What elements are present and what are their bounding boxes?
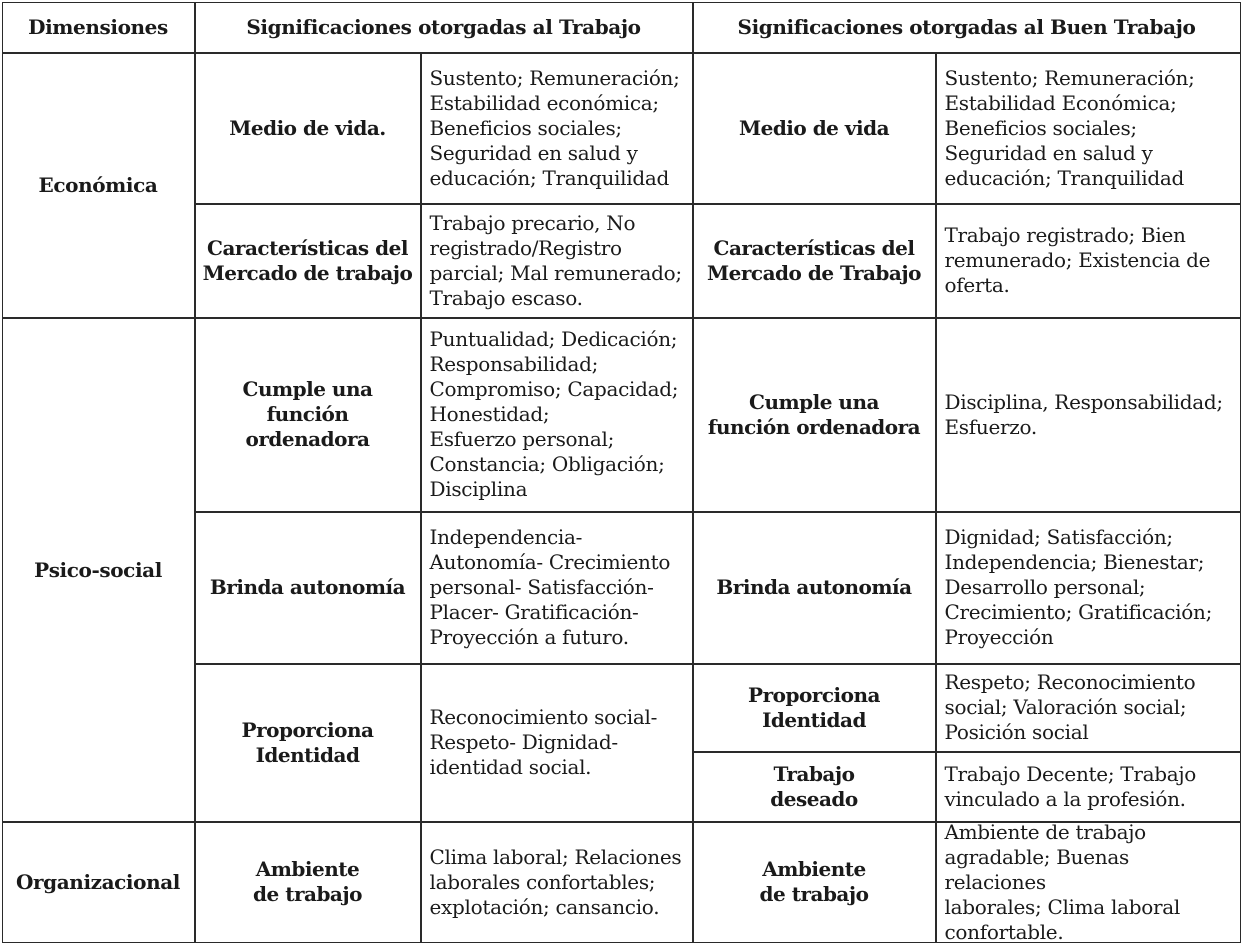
work-identidad-label: Proporciona Identidad: [241, 717, 374, 767]
good-work-text-funcion: [936, 318, 1241, 512]
header-work: [195, 2, 693, 53]
dimension-psychosocial: [2, 318, 195, 822]
work-text-mercado: [421, 204, 693, 318]
work-ambiente-label: Ambiente de trabajo: [253, 857, 362, 906]
good-work-text-medio-de-vida: [936, 53, 1241, 204]
good-work-subdimension-autonomia: [693, 512, 936, 664]
work-medio-de-vida-label: Medio de vida.: [229, 115, 386, 140]
good-work-text-ambiente: [936, 819, 1241, 944]
work-subdimension-funcion: [195, 318, 421, 512]
work-mercado-text: Trabajo precario, No registrado/Registro parcial; Mal remunerado; Trabajo escaso.: [429, 210, 682, 310]
good-work-subdimension-deseado: [693, 752, 936, 822]
work-subdimension-mercado: [195, 204, 421, 318]
dimension-psychosocial-label: Psico-social: [34, 557, 162, 582]
header-work-label: Significaciones otorgadas al Trabajo: [246, 15, 641, 39]
good-work-deseado-text: Trabajo Decente; Trabajo vinculado a la profesión.: [944, 761, 1197, 811]
work-subdimension-medio-de-vida: [195, 53, 421, 204]
work-funcion-text: Puntualidad; Dedicación; Responsabilidad; Compromiso; Capacidad; Honestidad; Esfuerzo personal; Constancia; Obligación; Disciplina: [429, 327, 679, 501]
work-autonomia-text: Independencia- Autonomía- Crecimiento personal- Satisfacción- Placer- Gratificación- Proyección a futuro.: [429, 525, 671, 649]
good-work-identidad-text: Respeto; Reconocimiento social; Valoración social; Posición social: [944, 670, 1196, 744]
work-text-funcion: [421, 318, 693, 512]
work-subdimension-autonomia: [195, 512, 421, 664]
good-work-ambiente-text: Ambiente de trabajo agradable; Buenas relaciones laborales; Clima laboral confortable.: [944, 819, 1180, 944]
header-good-work-label: Significaciones otorgadas al Buen Trabajo: [737, 15, 1196, 39]
good-work-medio-de-vida-label: Medio de vida: [738, 115, 890, 140]
dimension-organizational: [2, 822, 195, 943]
good-work-subdimension-funcion: [693, 318, 936, 512]
header-good-work: [693, 2, 1241, 53]
good-work-ambiente-label: Ambiente de trabajo: [759, 857, 869, 906]
good-work-subdimension-mercado: [693, 204, 936, 318]
good-work-medio-de-vida-text: Sustento; Remuneración; Estabilidad Económica; Beneficios sociales; Seguridad en salud y educación; Tranquilidad: [944, 65, 1195, 190]
dimension-organizational-label: Organizacional: [16, 870, 180, 894]
good-work-mercado-text: Trabajo registrado; Bien remunerado; Existencia de oferta.: [944, 223, 1211, 297]
work-autonomia-label: Brinda autonomía: [209, 575, 406, 599]
work-subdimension-ambiente: [195, 822, 421, 943]
good-work-subdimension-ambiente: [693, 822, 936, 943]
good-work-subdimension-identidad: [693, 664, 936, 752]
header-dimensions: [2, 2, 195, 53]
good-work-mercado-label: Características del Mercado de Trabajo: [707, 235, 921, 285]
work-mercado-label: Características del Mercado de trabajo: [202, 235, 413, 285]
work-text-ambiente: [421, 822, 693, 943]
work-identidad-text: Reconocimiento social- Respeto- Dignidad- identidad social.: [429, 705, 658, 779]
good-work-text-mercado: [936, 204, 1241, 318]
good-work-deseado-label: Trabajo deseado: [770, 761, 858, 811]
work-ambiente-text: Clima laboral; Relaciones laborales confortables; explotación; cansancio.: [429, 844, 682, 919]
work-text-autonomia: [421, 512, 693, 664]
good-work-funcion-text: Disciplina, Responsabilidad; Esfuerzo.: [944, 389, 1223, 439]
good-work-autonomia-label: Brinda autonomía: [716, 575, 912, 599]
work-text-identidad: [421, 664, 693, 822]
work-medio-de-vida-text: Sustento; Remuneración; Estabilidad económica; Beneficios sociales; Seguridad en salud y educación; Tranquilidad: [429, 65, 680, 190]
dimension-economic: [2, 53, 195, 318]
good-work-text-deseado: [936, 752, 1241, 822]
work-funcion-label: Cumple una función ordenadora: [242, 377, 373, 451]
header-dimensions-label: Dimensiones: [28, 15, 168, 39]
good-work-funcion-label: Cumple una función ordenadora: [707, 389, 921, 439]
good-work-text-identidad: [936, 664, 1241, 752]
work-text-medio-de-vida: [421, 53, 693, 204]
good-work-autonomia-text: Dignidad; Satisfacción; Independencia; Bienestar; Desarrollo personal; Crecimiento; Gratificación; Proyección: [944, 525, 1213, 649]
good-work-identidad-label: Proporciona Identidad: [748, 682, 880, 732]
good-work-text-autonomia: [936, 512, 1241, 664]
dimension-economic-label: Económica: [38, 173, 158, 197]
work-subdimension-identidad: [195, 664, 421, 822]
good-work-subdimension-medio-de-vida: [693, 53, 936, 204]
